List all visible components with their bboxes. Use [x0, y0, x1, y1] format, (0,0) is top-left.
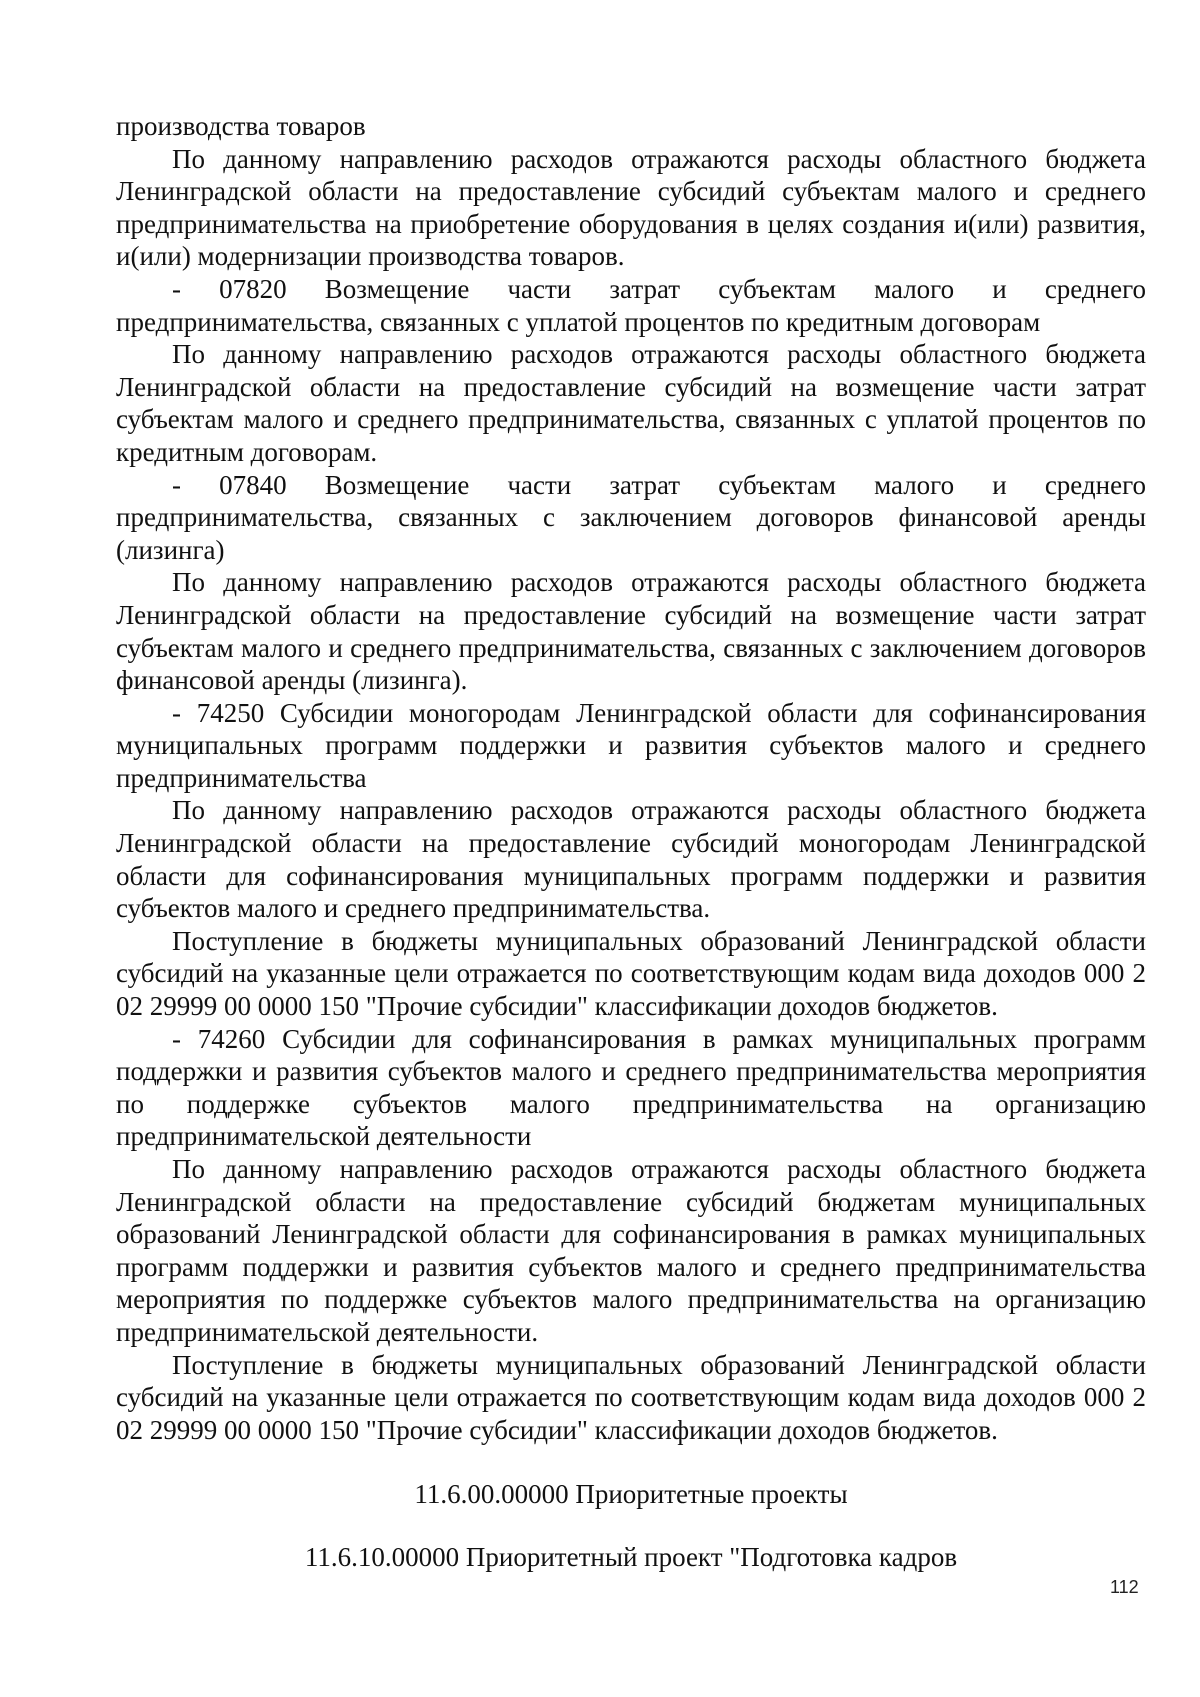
- paragraph-revenue-74260: Поступление в бюджеты муниципальных образований Ленинградской области субсидий на указанные цели отражается по соответствующим кодам вида доходов 000 2 02 29999 00 0000 150 "Прочие субсидии" классификации доходов бюджетов.: [116, 1349, 1146, 1445]
- paragraph-description-74260: По данному направлению расходов отражаются расходы областного бюджета Ленинградской области на предоставление субсидий бюджетам муниципальных образований Ленинградской области для софинансирования в рамках муниципальных программ поддержки и развития субъектов малого и среднего предпринимательства мероприятия по поддержке субъектов малого предпринимательства на организацию предпринимательской деятельности.: [116, 1154, 1146, 1347]
- page-number: 112: [1110, 1577, 1139, 1597]
- paragraph-revenue-74250: Поступление в бюджеты муниципальных образований Ленинградской области субсидий на указанные цели отражается по соответствующим кодам вида доходов 000 2 02 29999 00 0000 150 "Прочие субсидии" классификации доходов бюджетов.: [116, 925, 1146, 1022]
- paragraph-description-equipment: По данному направлению расходов отражаются расходы областного бюджета Ленинградской области на предоставление субсидий субъектам малого и среднего предпринимательства на приобретение оборудования в целях создания и(или) развития, и(или) модернизации производства товаров.: [116, 143, 1146, 272]
- document-page: [116, 110, 1146, 1574]
- paragraph-code-74260: - 74260 Субсидии для софинансирования в рамках муниципальных программ поддержки и развития субъектов малого и среднего предпринимательства мероприятия по поддержке субъектов малого предпринимательства на организацию предпринимательской деятельности: [116, 1023, 1146, 1152]
- paragraph-description-07820: По данному направлению расходов отражаются расходы областного бюджета Ленинградской области на предоставление субсидий на возмещение части затрат субъектам малого и среднего предпринимательства, связанных с уплатой процентов по кредитным договорам.: [116, 339, 1146, 467]
- paragraph-description-07840: По данному направлению расходов отражаются расходы областного бюджета Ленинградской области на предоставление субсидий на возмещение части затрат субъектам малого и среднего предпринимательства, связанных с заключением договоров финансовой аренды (лизинга).: [116, 567, 1146, 696]
- paragraph-continuation: производства товаров: [116, 111, 366, 141]
- paragraph-code-07840: - 07840 Возмещение части затрат субъектам малого и среднего предпринимательства, связанных с заключением договоров финансовой аренды (лизинга): [116, 469, 1146, 565]
- paragraph-description-74250: По данному направлению расходов отражаются расходы областного бюджета Ленинградской области на предоставление субсидий моногородам Ленинградской области для софинансирования муниципальных программ поддержки и развития субъектов малого и среднего предпринимательства.: [116, 795, 1146, 924]
- section-heading-priority-projects: 11.6.00.00000 Приоритетные проекты: [414, 1479, 848, 1510]
- paragraph-code-74250: - 74250 Субсидии моногородам Ленинградской области для софинансирования муниципальных программ поддержки и развития субъектов малого и среднего предпринимательства: [116, 697, 1146, 793]
- paragraph-code-07820: - 07820 Возмещение части затрат субъектам малого и среднего предпринимательства, связанных с уплатой процентов по кредитным договорам: [116, 273, 1146, 337]
- section-heading-training-project: 11.6.10.00000 Приоритетный проект "Подготовка кадров: [304, 1541, 958, 1572]
